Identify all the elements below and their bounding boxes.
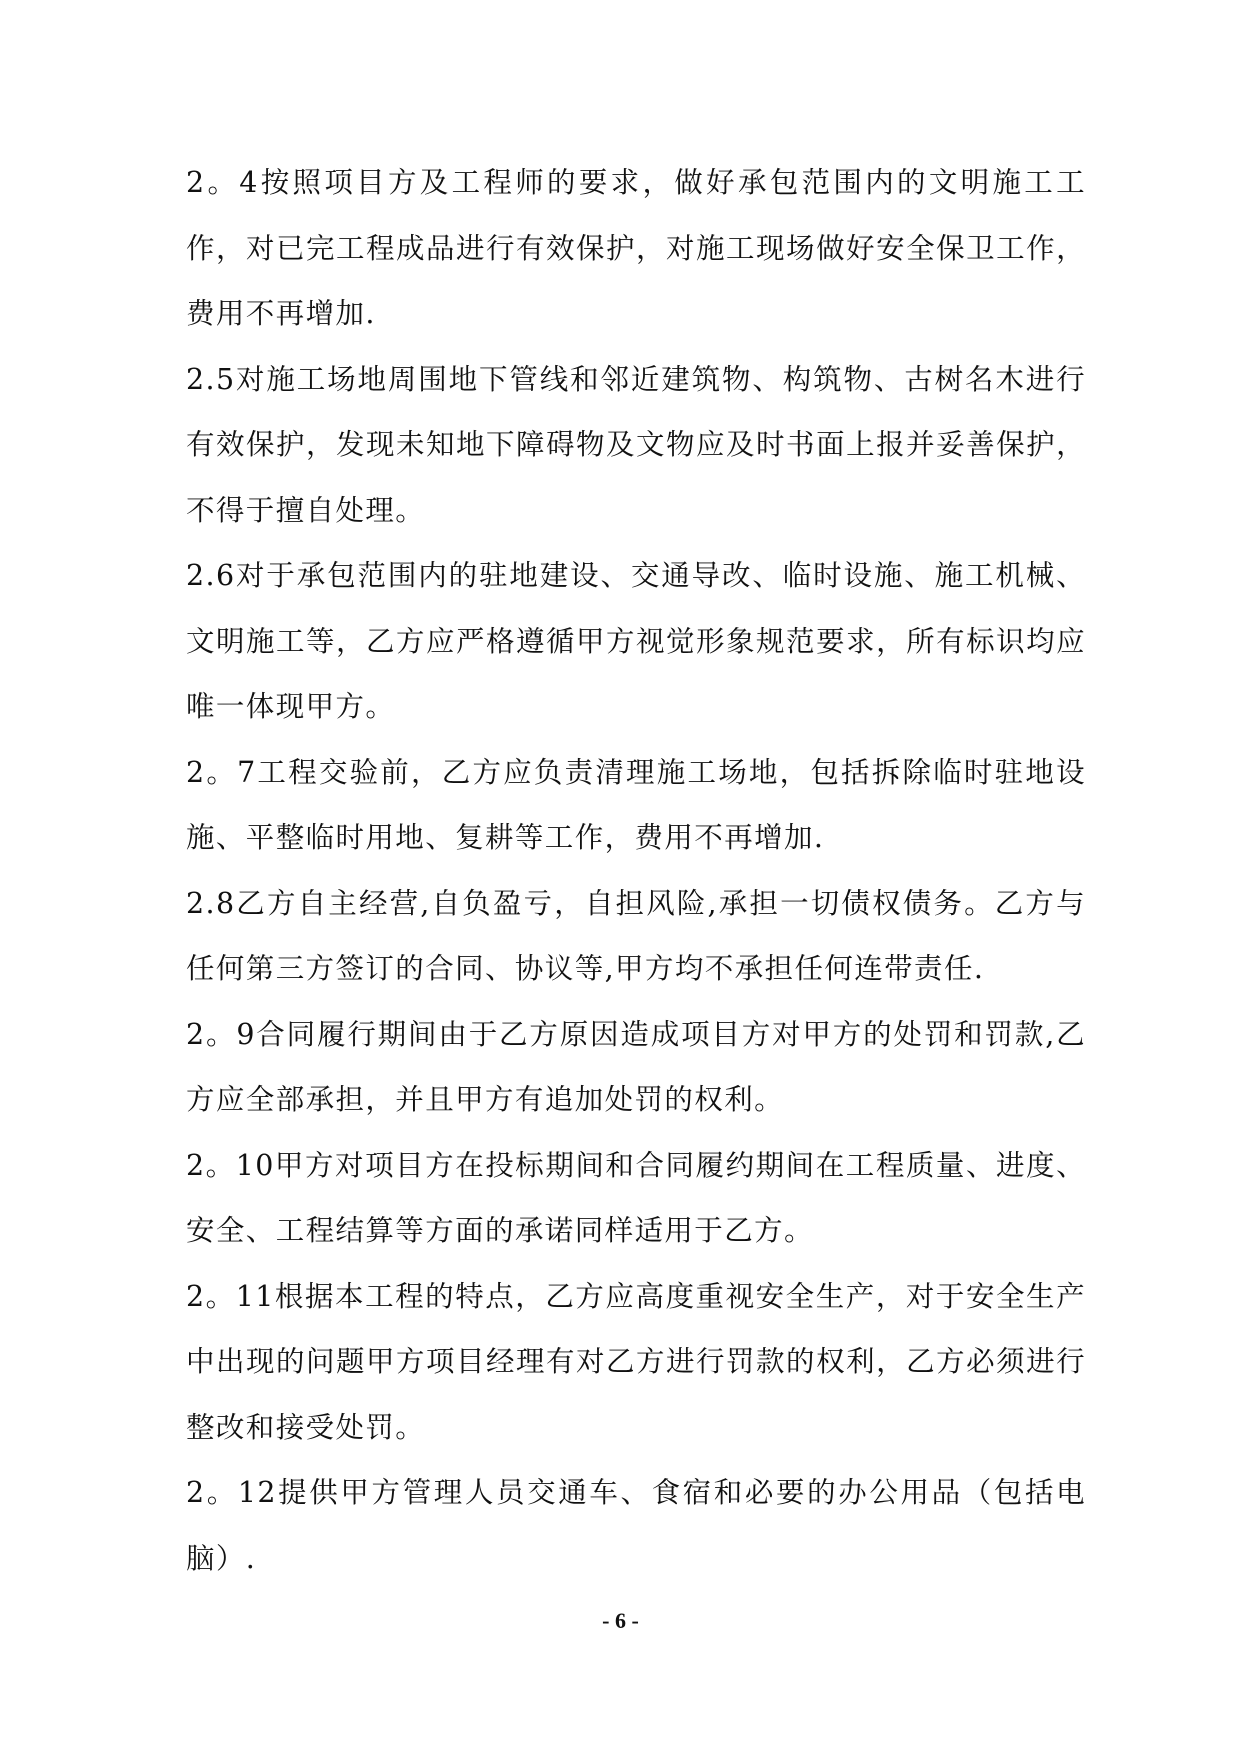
clause-2-9: 2。9合同履行期间由于乙方原因造成项目方对甲方的处罚和罚款,乙方应全部承担，并且甲方有追加处罚的权利。 xyxy=(186,1017,1086,1116)
clause-2-7: 2。7工程交验前，乙方应负责清理施工场地，包括拆除临时驻地设施、平整临时用地、复耕等工作，费用不再增加. xyxy=(186,755,1086,854)
document-body xyxy=(186,150,1086,1591)
clause-2-8: 2.8乙方自主经营,自负盈亏，自担风险,承担一切债权债务。乙方与任何第三方签订的合同、协议等,甲方均不承担任何连带责任. xyxy=(186,886,1086,985)
clause-2-4: 2。4按照项目方及工程师的要求，做好承包范围内的文明施工工作，对已完工程成品进行有效保护，对施工现场做好安全保卫工作，费用不再增加. xyxy=(186,166,1086,330)
clause-2-6: 2.6对于承包范围内的驻地建设、交通导改、临时设施、施工机械、文明施工等，乙方应严格遵循甲方视觉形象规范要求，所有标识均应唯一体现甲方。 xyxy=(186,559,1086,723)
clause-2-10: 2。10甲方对项目方在投标期间和合同履约期间在工程质量、进度、安全、工程结算等方面的承诺同样适用于乙方。 xyxy=(186,1148,1086,1247)
clause-2-12: 2。12提供甲方管理人员交通车、食宿和必要的办公用品（包括电脑）. xyxy=(186,1476,1086,1575)
clause-2-11: 2。11根据本工程的特点，乙方应高度重视安全生产，对于安全生产中出现的问题甲方项目经理有对乙方进行罚款的权利，乙方必须进行整改和接受处罚。 xyxy=(186,1279,1086,1444)
clause-2-5: 2.5对施工场地周围地下管线和邻近建筑物、构筑物、古树名木进行有效保护，发现未知地下障碍物及文物应及时书面上报并妥善保护，不得于擅自处理。 xyxy=(186,362,1086,527)
page-number: - 6 - xyxy=(602,1608,639,1633)
